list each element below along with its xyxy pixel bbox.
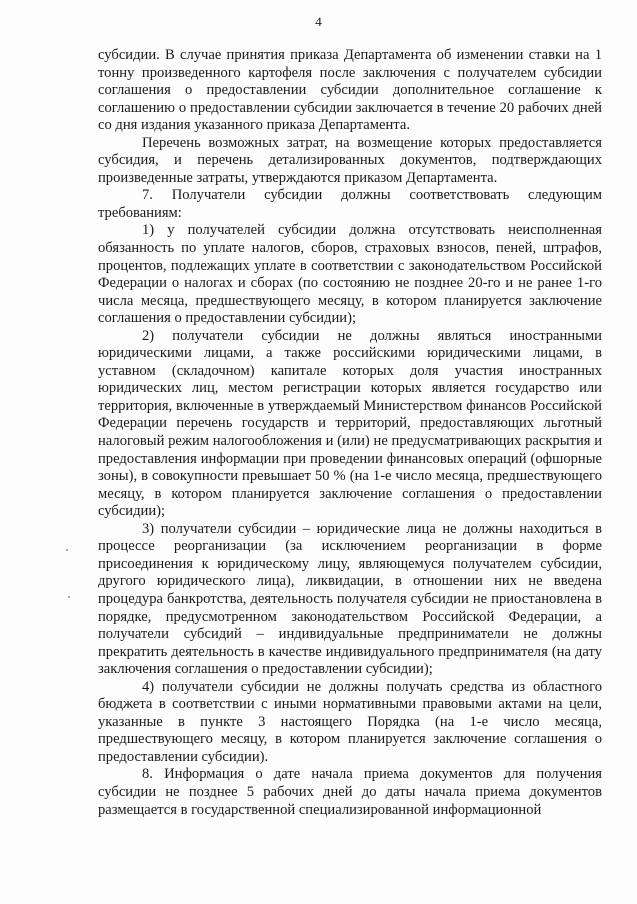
paragraph-requirement-4-other-funds: 4) получатели субсидии не должны получать средства из областного бюджета в соответствии с иными нормативными правовыми актами на цели, указанные в пункте 3 настоящего Порядка (на 1-е число месяца, предшествующего месяцу, в котором планируется заключение соглашения о предоставлении субсидии). (98, 678, 602, 765)
scan-speck (68, 596, 70, 598)
document-body (98, 47, 602, 819)
paragraph-item-7-requirements: 7. Получатели субсидии должны соответствовать следующим требованиям: (98, 187, 602, 221)
paragraph-subsidy-rate-change: субсидии. В случае принятия приказа Департамента об изменении ставки на 1 тонну произведенного картофеля после заключения с получателем субсидии соглашения о предоставлении субсидии дополнительное соглашение к соглашению о предоставлении субсидии заключается в течение 20 рабочих дней со дня издания указанного приказа Департамента. (98, 47, 602, 134)
page-number: 4 (315, 14, 322, 29)
paragraph-requirement-1-taxes: 1) у получателей субсидии должна отсутствовать неисполненная обязанность по уплате налогов, сборов, страховых взносов, пеней, штрафов, процентов, подлежащих уплате в соответствии с законодательством Российской Федерации о налогах и сборах (по состоянию не позднее 20-го и не ранее 1-го числа месяца, предшествующего месяцу, в котором планируется заключение соглашения о предоставлении субсидии); (98, 222, 602, 327)
paragraph-item-8-information: 8. Информация о дате начала приема документов для получения субсидии не позднее 5 рабочих дней до даты начала приема документов размещается в государственной специализированной информационной (98, 766, 602, 818)
scan-speck (66, 549, 68, 551)
paragraph-cost-list: Перечень возможных затрат, на возмещение которых предоставляется субсидия, и перечень детализированных документов, подтверждающих произведенные затраты, утверждаются приказом Департамента. (98, 134, 602, 186)
paragraph-requirement-2-foreign-entities: 2) получатели субсидии не должны являться иностранными юридическими лицами, а также российскими юридическими лицами, в уставном (складочном) капитале которых доля участия иностранных юридических лиц, местом регистрации которых является государство или территория, включенные в утверждаемый Министерством финансов Российской Федерации перечень государств и территорий, предоставляющих льготный налоговый режим налогообложения и (или) не предусматривающих раскрытия и предоставления информации при проведении финансовых операций (офшорные зоны), в совокупности превышает 50 % (на 1-е число месяца, предшествующего месяцу, в котором планируется заключение соглашения о предоставлении субсидии); (98, 327, 602, 520)
paragraph-requirement-3-reorganization: 3) получатели субсидии – юридические лица не должны находиться в процессе реорганизации (за исключением реорганизации в форме присоединения к юридическому лицу, являющемуся получателем субсидии, другого юридического лица), ликвидации, в отношении них не введена процедура банкротства, деятельность получателя субсидии не приостановлена в порядке, предусмотренном законодательством Российской Федерации, а получатели субсидий – индивидуальные предприниматели не должны прекратить деятельность в качестве индивидуального предпринимателя (на дату заключения соглашения о предоставлении субсидии); (98, 520, 602, 678)
